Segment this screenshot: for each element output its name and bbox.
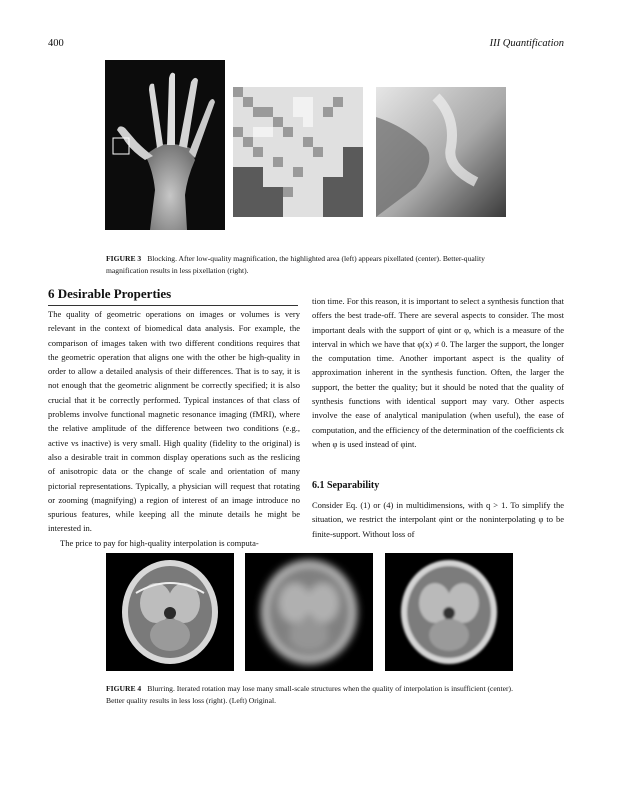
hand-xray-svg — [105, 60, 225, 230]
right-paragraph-1: tion time. For this reason, it is important to select a synthesis function that offers the best trade-off. There are several aspects to consider. The most important deals with the support of φint or φ, which is a measure of the interval in which we have that φ(x) ≠ 0. The larger the support, the longer the computation time. Another important aspect is the quality of approximation inherent in the synthesis function. Often, the larger the support, the better the quality; but it should be noted that the quality of synthesis functions with identical support may vary. Other aspects involve the ease of analytical manipulation (when useful), the ease of computation, and the efficiency of the determination of the coefficients ck when φ is used instead of φint. — [312, 296, 564, 449]
left-column — [48, 307, 300, 550]
figure4-caption — [106, 683, 514, 707]
page-number: 400 — [48, 38, 64, 49]
right-column-bottom — [312, 498, 564, 541]
brain-original-svg — [106, 553, 234, 671]
figure3-caption-label: FIGURE 3 — [106, 254, 142, 263]
running-title: III Quantification — [489, 38, 564, 49]
figure3-pixellated — [233, 87, 363, 217]
figure3-smooth — [376, 87, 506, 217]
right-paragraph-2: Consider Eq. (1) or (4) in multidimensions, with q > 1. To simplify the situation, we restrict the interpolant φint or the noninterpolating φ to be finite-support. Without loss of — [312, 500, 564, 539]
figure4-caption-label: FIGURE 4 — [106, 684, 142, 693]
figure4-brain-better — [385, 553, 513, 671]
figure4-brain-blurred — [245, 553, 373, 671]
right-column-top — [312, 294, 564, 451]
brain-better-svg — [385, 553, 513, 671]
brain-blurred-svg — [245, 553, 373, 671]
pixellated-svg — [233, 87, 363, 217]
figure3-caption-text: Blocking. After low-quality magnification, the highlighted area (left) appears pixellated (center). Better-quality magnification results in less pixellation (right). — [106, 254, 485, 275]
section-title: 6 Desirable Properties — [48, 286, 298, 306]
smooth-svg — [376, 87, 506, 217]
figure4-caption-text: Blurring. Iterated rotation may lose many small-scale structures when the quality of interpolation is insufficient (center). Better quality results in less loss (right). (Left) Original. — [106, 684, 513, 705]
figure3-caption — [106, 253, 512, 277]
figure3-hand-xray — [105, 60, 225, 230]
left-paragraph-2: The price to pay for high-quality interpolation is computa- — [60, 537, 259, 548]
figure4-brain-original — [106, 553, 234, 671]
subsection-title: 6.1 Separability — [312, 480, 380, 491]
left-paragraph-1: The quality of geometric operations on images or volumes is very relevant in the context of biomedical data analysis. For example, the comparison of images taken with two different conditions requires that the geometric operation that aligns one with the other be high-quality in order to allow a detailed analysis of their differences. That is to say, it is not enough that the geometric alignment be correctly specified; it is also crucial that it be correctly performed. Typical instances of that class of problems involve functional magnetic resonance imaging (fMRI), where the relative amplitude of the difference between two conditions (e.g., active vs inactive) is very small. High quality (fidelity to the original) is also a desirable trait in common display operations such as the reslicing of anisotropic data or the change of scale and orientation of many pictorial representations. Typically, a physician will request that rotating or zooming (magnifying) a region of interest of an image introduce no spurious features, while keeping all the minute details he might be interested in. — [48, 309, 300, 534]
